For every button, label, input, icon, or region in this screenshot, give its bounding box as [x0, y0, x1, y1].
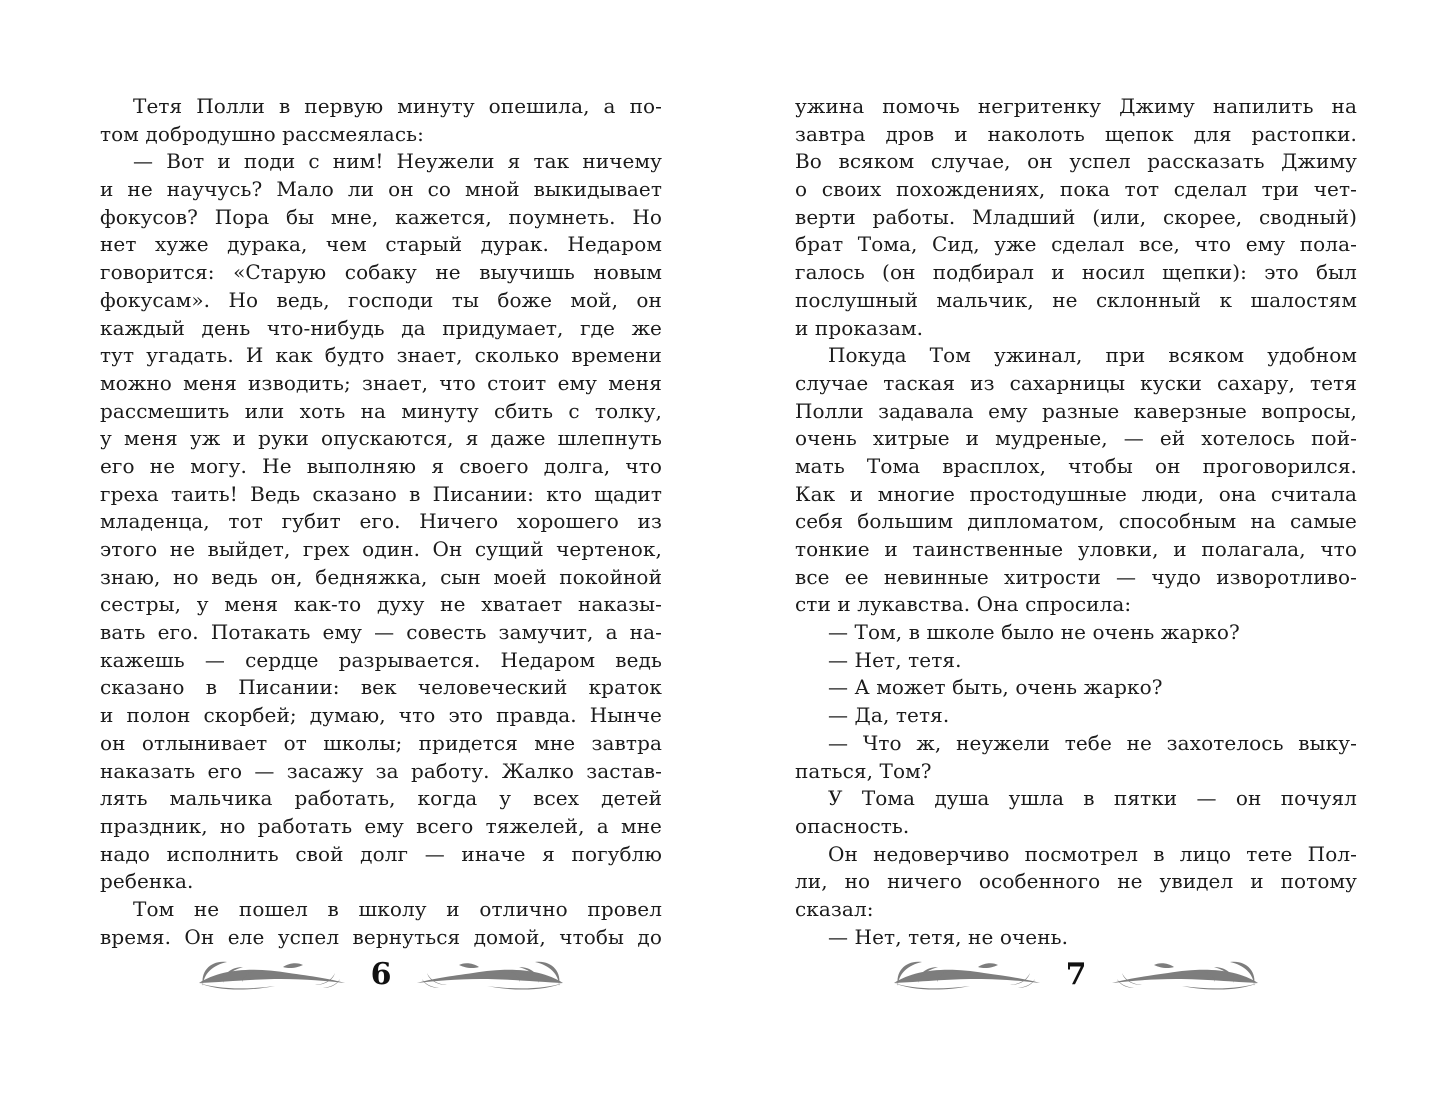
text-line: — Нет, тетя, не очень. [828, 924, 1069, 949]
text-line: послушный мальчик, не склонный к шалостям [795, 287, 1357, 312]
text-line: и полон скорбей; думаю, что это правда. Нынче [100, 703, 662, 728]
text-line: все ее невинные хитрости — чудо изворотливо- [795, 564, 1357, 589]
text-line: Во всяком случае, он успел рассказать Джиму [795, 149, 1357, 174]
text-line: греха таить! Ведь сказано в Писании: кто щадит [100, 481, 662, 506]
text-line: Тетя Полли в первую минуту опешила, а по- [133, 94, 662, 118]
page-right [795, 0, 1357, 1096]
text-line: опасность. [795, 813, 910, 838]
text-line: нет хуже дурака, чем старый дурак. Недаром [100, 232, 662, 257]
text-line: этого не выйдет, грех один. Он сущий чертенок, [100, 537, 662, 561]
text-line: Он недоверчиво посмотрел в лицо тете Пол- [828, 841, 1357, 866]
text-line: паться, Том? [795, 758, 932, 783]
page-number: 7 [1065, 957, 1087, 992]
text-line: — Вот и поди с ним! Неужели я так ничему [133, 149, 662, 174]
text-line: ужина помочь негритенку Джиму напилить на [795, 94, 1357, 118]
text-line: его не могу. Не выполняю я своего долга, что [100, 453, 662, 478]
text-line: фокусам». Но ведь, господи ты боже мой, он [100, 287, 662, 312]
text-block [795, 0, 1357, 951]
text-line: надо исполнить свой долг — иначе я погублю [100, 841, 662, 866]
text-line: праздник, но работать ему всего тяжелей, а мне [100, 813, 662, 838]
text-line: Как и многие простодушные люди, она считала [795, 481, 1357, 506]
text-line: время. Он еле успел вернуться домой, чтобы до [100, 924, 662, 949]
text-line: У Тома душа ушла в пятки — он почуял [828, 786, 1357, 811]
text-line: — Нет, тетя. [828, 647, 962, 672]
text-line: фокусов? Пора бы мне, кажется, поумнеть. Но [100, 204, 662, 229]
text-line: том добродушно рассмеялась: [100, 121, 424, 146]
text-line: он отлынивает от школы; придется мне завтра [100, 730, 662, 755]
text-line: каждый день что-нибудь да придумает, где же [100, 315, 662, 340]
text-line: вать его. Потакать ему — совесть замучит, а на- [100, 620, 662, 645]
text-line: очень хитрые и мудреные, — ей хотелось пой- [795, 426, 1357, 451]
text-line: рассмешить или хоть на минуту сбить с толку, [100, 398, 662, 423]
text-line: и не научусь? Мало ли он со мной выкидывает [100, 177, 662, 202]
text-line: мать Тома врасплох, чтобы он проговорился. [795, 453, 1357, 478]
text-line: наказать его — засажу за работу. Жалко застав- [100, 758, 662, 783]
text-line: сти и лукавства. Она спросила: [795, 592, 1132, 617]
text-line: Покуда Том ужинал, при всяком удобном [828, 343, 1357, 368]
flourish-ornament-icon [1110, 959, 1260, 995]
text-line: о своих похождениях, пока тот сделал три чет- [795, 177, 1357, 202]
text-line: можно меня изводить; знает, что стоит ему меня [100, 370, 662, 395]
text-line: — Том, в школе было не очень жарко? [828, 620, 1240, 645]
flourish-ornament-icon [892, 959, 1042, 995]
text-line: случае таская из сахарницы куски сахару, тетя [795, 370, 1357, 395]
text-line: тонкие и таинственные уловки, и полагала, что [795, 537, 1357, 561]
text-block [100, 0, 662, 951]
text-line: сказано в Писании: век человеческий краток [100, 675, 662, 700]
text-line: у меня уж и руки опускаются, я даже шлепнуть [100, 426, 662, 451]
text-line: тут угадать. И как будто знает, сколько времени [100, 343, 662, 368]
text-line: Том не пошел в школу и отлично провел [133, 896, 662, 921]
text-line: сказал: [795, 896, 874, 921]
text-line: — Да, тетя. [828, 703, 950, 728]
text-line: Полли задавала ему разные каверзные вопросы, [795, 398, 1357, 423]
text-line: брат Тома, Сид, уже сделал все, что ему пола- [795, 232, 1357, 257]
text-line: кажешь — сердце разрывается. Недаром ведь [100, 647, 662, 672]
text-line: сестры, у меня как-то духу не хватает наказы- [100, 592, 662, 617]
text-line: ребенка. [100, 869, 194, 894]
text-line: завтра дров и наколоть щепок для растопки. [795, 121, 1357, 146]
text-line: — Что ж, неужели тебе не захотелось выку- [828, 730, 1357, 755]
text-line: себя большим дипломатом, способным на самые [795, 509, 1357, 534]
page-number: 6 [370, 957, 392, 992]
text-line: верти работы. Младший (или, скорее, сводный) [795, 204, 1357, 229]
flourish-ornament-icon [415, 959, 565, 995]
page-footer [795, 952, 1357, 1002]
text-line: и проказам. [795, 315, 924, 340]
text-line: галось (он подбирал и носил щепки): это был [795, 260, 1357, 285]
text-line: — А может быть, очень жарко? [828, 675, 1163, 700]
flourish-ornament-icon [197, 959, 347, 995]
text-line: лять мальчика работать, когда у всех детей [100, 786, 662, 811]
text-line: говорится: «Старую собаку не выучишь новым [100, 260, 662, 285]
page-left [100, 0, 662, 1096]
page-footer [100, 952, 662, 1002]
text-line: младенца, тот губит его. Ничего хорошего из [100, 509, 662, 534]
text-line: знаю, но ведь он, бедняжка, сын моей покойной [100, 564, 662, 589]
text-line: ли, но ничего особенного не увидел и потому [795, 869, 1357, 894]
